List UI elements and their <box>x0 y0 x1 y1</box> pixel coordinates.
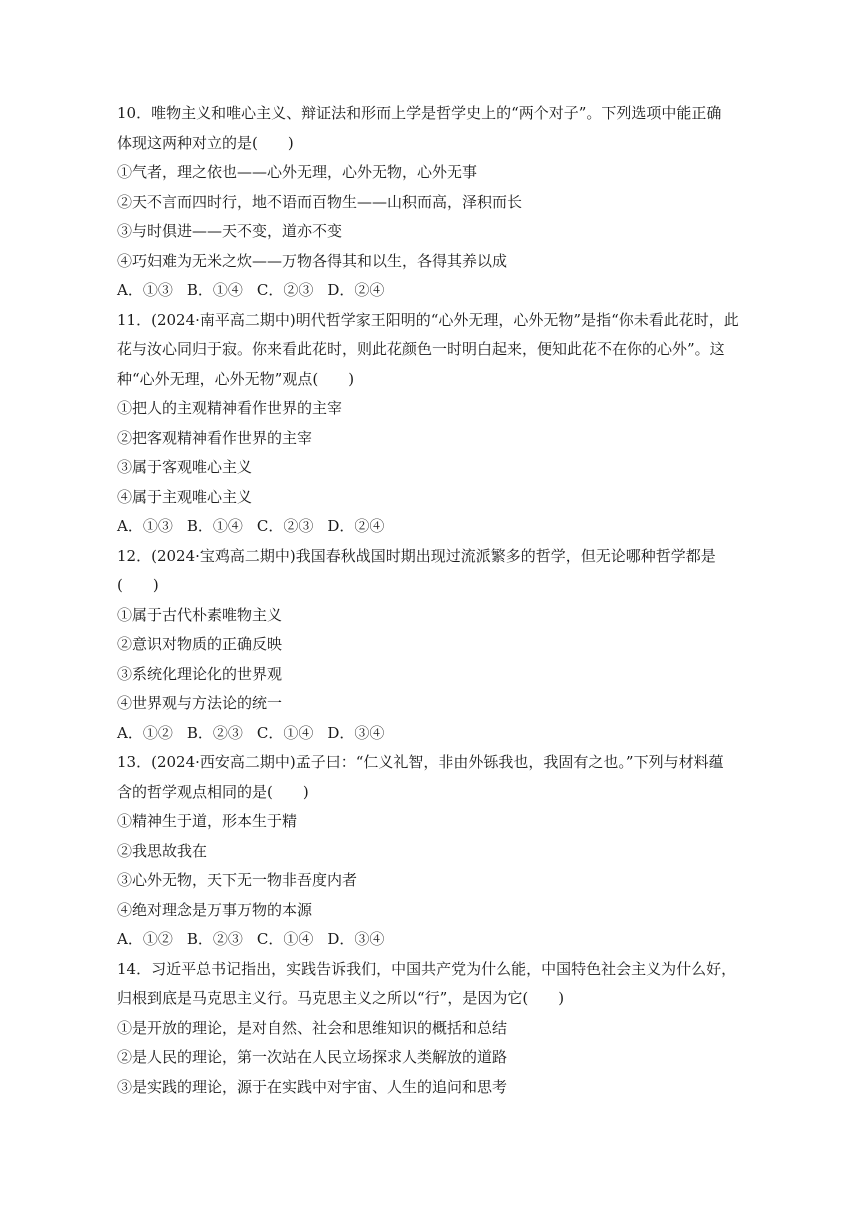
statement-item: ④巧妇难为无米之炊——万物各得其和以生，各得其养以成 <box>117 251 508 270</box>
statement-item: ③属于客观唯心主义 <box>117 458 253 476</box>
exam-page <box>117 99 757 1102</box>
question-stem-line: 归根到底是马克思主义行。马克思主义之所以“行”，是因为它( ) <box>117 989 565 1007</box>
statement-item: ④绝对理念是万事万物的本源 <box>117 900 313 919</box>
statement-item: ②把客观精神看作世界的主宰 <box>117 428 313 447</box>
answer-options <box>117 276 757 306</box>
question-stem-line: ( ) <box>117 576 159 594</box>
option-d: D．②④ <box>327 517 385 535</box>
option-c: C．②③ <box>256 281 314 299</box>
question-11 <box>117 306 757 542</box>
statement-item: ①是开放的理论，是对自然、社会和思维知识的概括和总结 <box>117 1018 508 1037</box>
option-b: B．②③ <box>186 930 243 948</box>
option-c: C．②③ <box>256 517 314 535</box>
statement-item: ④世界观与方法论的统一 <box>117 694 283 712</box>
statement-item: ②我思故我在 <box>117 841 208 860</box>
option-a: A．①③ <box>117 281 173 299</box>
option-d: D．③④ <box>327 723 385 742</box>
option-b: B．①④ <box>186 281 243 299</box>
answer-options <box>117 925 757 955</box>
question-10 <box>117 99 757 306</box>
option-d: D．③④ <box>327 930 385 948</box>
option-a: A．①② <box>117 930 173 948</box>
statement-item: ②天不言而四时行，地不语而百物生——山积而高，泽积而长 <box>117 192 523 211</box>
statement-item: ②是人民的理论，第一次站在人民立场探求人类解放的道路 <box>117 1048 508 1066</box>
question-stem-line: 10．唯物主义和唯心主义、辩证法和形而上学是哲学史上的“两个对子”。下列选项中能正确 <box>117 104 722 122</box>
option-b: B．②③ <box>186 723 243 742</box>
statement-item: ③是实践的理论，源于在实践中对宇宙、人生的追问和思考 <box>117 1077 508 1096</box>
answer-options <box>117 719 757 749</box>
question-stem-line: 14．习近平总书记指出，实践告诉我们，中国共产党为什么能，中国特色社会主义为什么好， <box>117 959 737 978</box>
question-stem-line: 花与汝心同归于寂。你来看此花时，则此花颜色一时明白起来，便知此花不在你的心外”。这 <box>117 340 725 358</box>
answer-options <box>117 512 757 542</box>
question-14 <box>117 955 757 1103</box>
option-c: C．①④ <box>256 930 314 948</box>
question-stem-line: 11．(2024·南平高二期中)明代哲学家王阳明的“心外无理，心外无物”是指“你未看此花时，此 <box>117 310 739 329</box>
question-13 <box>117 748 757 955</box>
question-stem-line: 含的哲学观点相同的是( ) <box>117 782 309 801</box>
statement-item: ④属于主观唯心主义 <box>117 487 253 506</box>
question-stem-line: 12．(2024·宝鸡高二期中)我国春秋战国时期出现过流派繁多的哲学，但无论哪种哲学都是 <box>117 546 716 565</box>
statement-item: ①气者，理之依也——心外无理，心外无物，心外无事 <box>117 163 478 181</box>
question-stem-line: 体现这两种对立的是( ) <box>117 133 294 152</box>
question-stem-line: 13．(2024·西安高二期中)孟子曰：“仁义礼智，非由外铄我也，我固有之也。”下列与材料蕴 <box>117 753 724 771</box>
statement-item: ①精神生于道，形本生于精 <box>117 812 298 830</box>
question-12 <box>117 542 757 749</box>
option-a: A．①③ <box>117 517 173 535</box>
statement-item: ③心外无物，天下无一物非吾度内者 <box>117 871 358 889</box>
question-stem-line: 种“心外无理，心外无物”观点( ) <box>117 369 355 388</box>
option-c: C．①④ <box>256 723 314 742</box>
option-a: A．①② <box>117 723 173 742</box>
statement-item: ①把人的主观精神看作世界的主宰 <box>117 399 343 417</box>
option-d: D．②④ <box>327 281 385 299</box>
statement-item: ①属于古代朴素唯物主义 <box>117 605 283 624</box>
option-b: B．①④ <box>186 517 243 535</box>
statement-item: ③与时俱进——天不变，道亦不变 <box>117 222 343 240</box>
statement-item: ③系统化理论化的世界观 <box>117 664 283 683</box>
statement-item: ②意识对物质的正确反映 <box>117 635 283 653</box>
